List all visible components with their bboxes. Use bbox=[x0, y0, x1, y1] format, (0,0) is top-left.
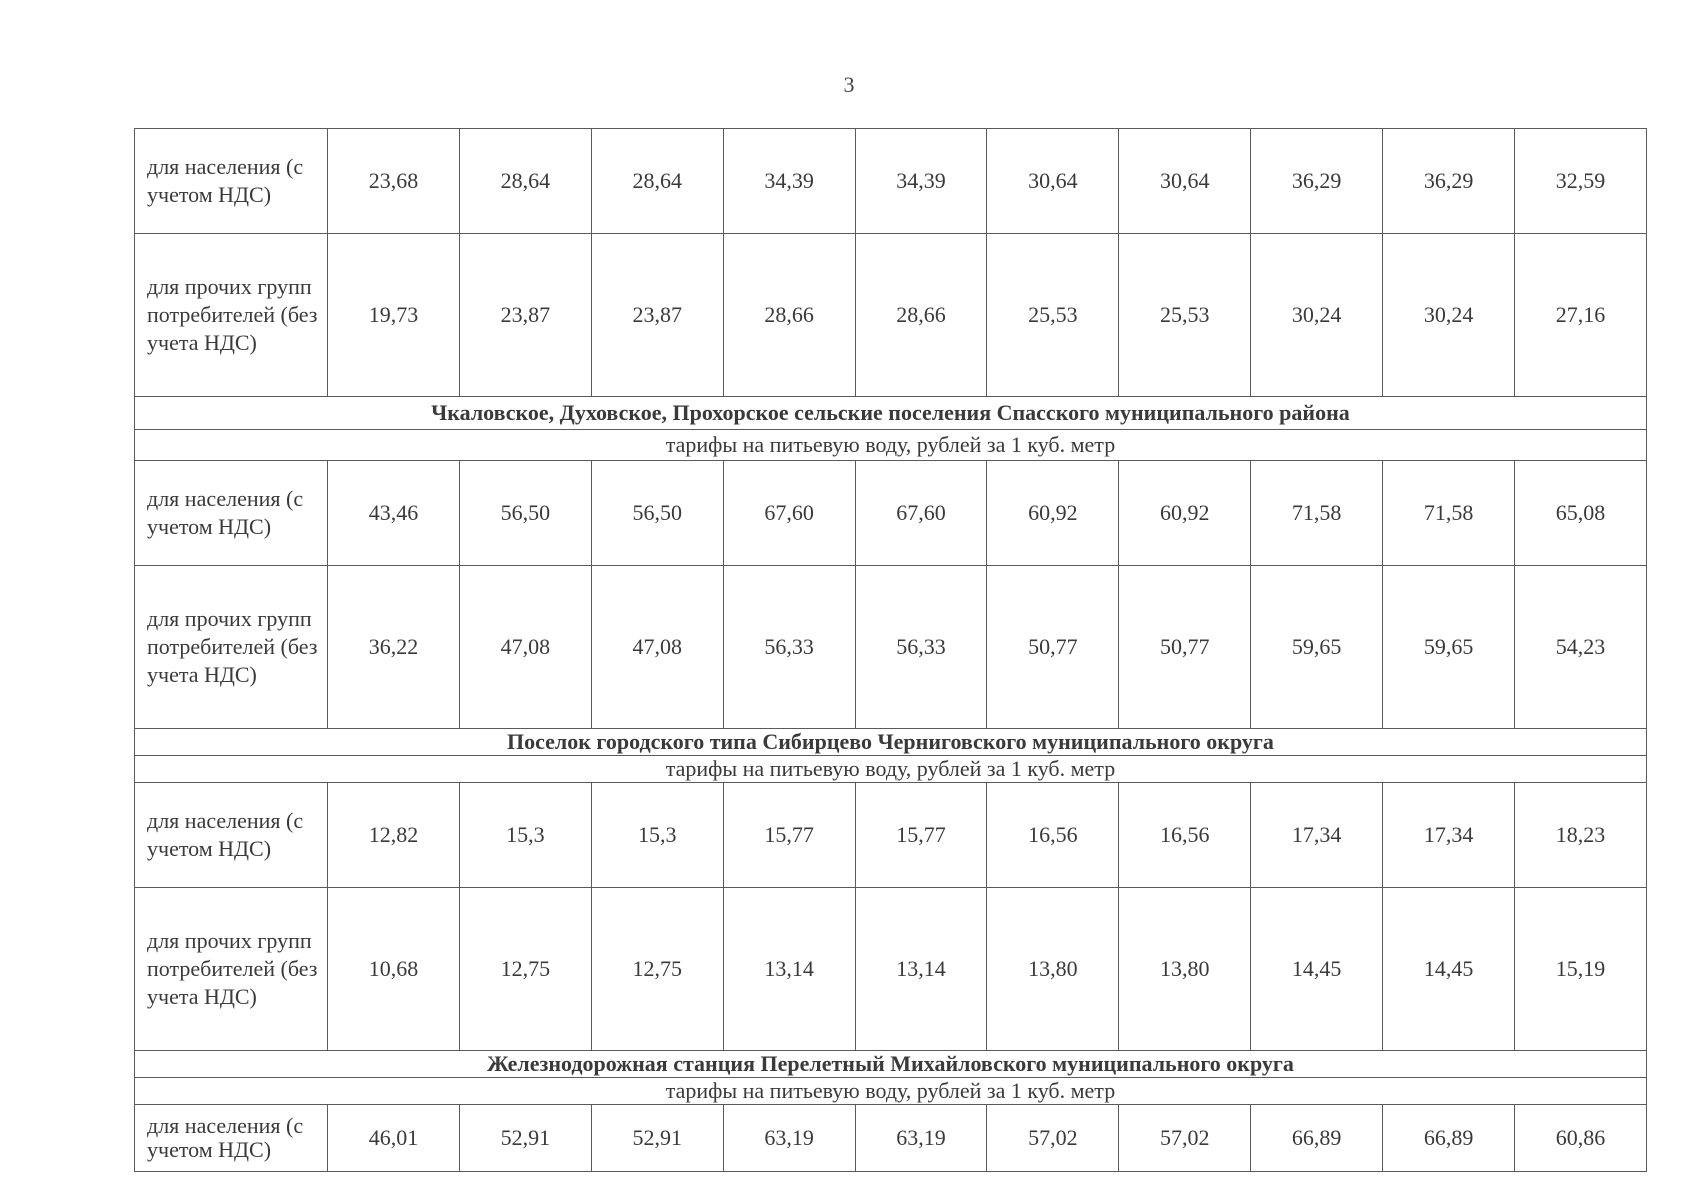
tariff-value-cell: 60,86 bbox=[1515, 1105, 1647, 1172]
tariff-value-cell: 15,77 bbox=[855, 783, 987, 888]
tariff-value-cell: 12,75 bbox=[459, 888, 591, 1051]
tariff-value-cell: 13,14 bbox=[723, 888, 855, 1051]
table-row bbox=[135, 234, 1647, 397]
section-subtitle-row bbox=[135, 430, 1647, 461]
row-label: для населения (с учетом НДС) bbox=[135, 129, 328, 234]
tariff-value-cell: 30,64 bbox=[1119, 129, 1251, 234]
table-row bbox=[135, 888, 1647, 1051]
section-title-row bbox=[135, 397, 1647, 430]
row-label: для прочих групп потребителей (без учета НДС) bbox=[135, 566, 328, 729]
tariff-value-cell: 13,14 bbox=[855, 888, 987, 1051]
tariff-value-cell: 56,33 bbox=[723, 566, 855, 729]
tariff-value-cell: 63,19 bbox=[855, 1105, 987, 1172]
section-title: Поселок городского типа Сибирцево Черниговского муниципального округа bbox=[135, 729, 1647, 756]
tariff-value-cell: 67,60 bbox=[723, 461, 855, 566]
tariff-value-cell: 56,33 bbox=[855, 566, 987, 729]
tariff-value-cell: 15,3 bbox=[591, 783, 723, 888]
tariff-value-cell: 54,23 bbox=[1515, 566, 1647, 729]
tariff-value-cell: 56,50 bbox=[459, 461, 591, 566]
tariff-value-cell: 14,45 bbox=[1251, 888, 1383, 1051]
tariff-value-cell: 16,56 bbox=[987, 783, 1119, 888]
tariff-value-cell: 34,39 bbox=[723, 129, 855, 234]
tariff-value-cell: 15,77 bbox=[723, 783, 855, 888]
tariff-value-cell: 18,23 bbox=[1515, 783, 1647, 888]
tariff-value-cell: 66,89 bbox=[1251, 1105, 1383, 1172]
table-row bbox=[135, 783, 1647, 888]
row-label: для населения (с учетом НДС) bbox=[135, 461, 328, 566]
tariff-value-cell: 16,56 bbox=[1119, 783, 1251, 888]
tariff-value-cell: 15,3 bbox=[459, 783, 591, 888]
tariff-value-cell: 56,50 bbox=[591, 461, 723, 566]
tariff-value-cell: 19,73 bbox=[328, 234, 460, 397]
row-label: для прочих групп потребителей (без учета НДС) bbox=[135, 234, 328, 397]
tariff-value-cell: 25,53 bbox=[1119, 234, 1251, 397]
tariff-value-cell: 63,19 bbox=[723, 1105, 855, 1172]
tariff-value-cell: 34,39 bbox=[855, 129, 987, 234]
section-title-row bbox=[135, 1051, 1647, 1078]
tariff-value-cell: 23,68 bbox=[328, 129, 460, 234]
tariff-value-cell: 59,65 bbox=[1251, 566, 1383, 729]
tariff-value-cell: 59,65 bbox=[1383, 566, 1515, 729]
tariff-value-cell: 30,64 bbox=[987, 129, 1119, 234]
tariff-value-cell: 60,92 bbox=[987, 461, 1119, 566]
table-row bbox=[135, 1105, 1647, 1172]
tariff-value-cell: 47,08 bbox=[459, 566, 591, 729]
section-title: Чкаловское, Духовское, Прохорское сельские поселения Спасского муниципального района bbox=[135, 397, 1647, 430]
tariff-value-cell: 28,66 bbox=[855, 234, 987, 397]
section-subtitle: тарифы на питьевую воду, рублей за 1 куб. метр bbox=[135, 1078, 1647, 1105]
tariff-value-cell: 13,80 bbox=[1119, 888, 1251, 1051]
tariff-value-cell: 30,24 bbox=[1383, 234, 1515, 397]
tariff-value-cell: 66,89 bbox=[1383, 1105, 1515, 1172]
tariff-value-cell: 12,82 bbox=[328, 783, 460, 888]
tariff-value-cell: 46,01 bbox=[328, 1105, 460, 1172]
section-title-row bbox=[135, 729, 1647, 756]
tariff-value-cell: 28,64 bbox=[459, 129, 591, 234]
table-row bbox=[135, 461, 1647, 566]
tariff-value-cell: 25,53 bbox=[987, 234, 1119, 397]
tariff-value-cell: 28,64 bbox=[591, 129, 723, 234]
tariff-value-cell: 10,68 bbox=[328, 888, 460, 1051]
tariff-table bbox=[134, 128, 1647, 1172]
table-row bbox=[135, 566, 1647, 729]
section-subtitle: тарифы на питьевую воду, рублей за 1 куб. метр bbox=[135, 756, 1647, 783]
tariff-value-cell: 12,75 bbox=[591, 888, 723, 1051]
tariff-value-cell: 30,24 bbox=[1251, 234, 1383, 397]
section-subtitle-row bbox=[135, 756, 1647, 783]
tariff-value-cell: 23,87 bbox=[459, 234, 591, 397]
tariff-value-cell: 50,77 bbox=[1119, 566, 1251, 729]
tariff-value-cell: 67,60 bbox=[855, 461, 987, 566]
table-row bbox=[135, 129, 1647, 234]
tariff-value-cell: 14,45 bbox=[1383, 888, 1515, 1051]
tariff-value-cell: 23,87 bbox=[591, 234, 723, 397]
tariff-value-cell: 13,80 bbox=[987, 888, 1119, 1051]
tariff-value-cell: 17,34 bbox=[1251, 783, 1383, 888]
tariff-value-cell: 50,77 bbox=[987, 566, 1119, 729]
tariff-value-cell: 32,59 bbox=[1515, 129, 1647, 234]
tariff-value-cell: 17,34 bbox=[1383, 783, 1515, 888]
section-subtitle-row bbox=[135, 1078, 1647, 1105]
tariff-value-cell: 57,02 bbox=[987, 1105, 1119, 1172]
tariff-value-cell: 65,08 bbox=[1515, 461, 1647, 566]
tariff-value-cell: 57,02 bbox=[1119, 1105, 1251, 1172]
tariff-value-cell: 36,29 bbox=[1383, 129, 1515, 234]
tariff-value-cell: 47,08 bbox=[591, 566, 723, 729]
row-label: для населения (с учетом НДС) bbox=[135, 1105, 328, 1172]
page-number: 3 bbox=[843, 72, 855, 97]
tariff-value-cell: 52,91 bbox=[459, 1105, 591, 1172]
tariff-value-cell: 27,16 bbox=[1515, 234, 1647, 397]
tariff-value-cell: 43,46 bbox=[328, 461, 460, 566]
tariff-value-cell: 15,19 bbox=[1515, 888, 1647, 1051]
tariff-value-cell: 36,29 bbox=[1251, 129, 1383, 234]
tariff-value-cell: 52,91 bbox=[591, 1105, 723, 1172]
section-title: Железнодорожная станция Перелетный Михайловского муниципального округа bbox=[135, 1051, 1647, 1078]
tariff-value-cell: 28,66 bbox=[723, 234, 855, 397]
row-label: для населения (с учетом НДС) bbox=[135, 783, 328, 888]
tariff-value-cell: 60,92 bbox=[1119, 461, 1251, 566]
tariff-value-cell: 71,58 bbox=[1251, 461, 1383, 566]
row-label: для прочих групп потребителей (без учета НДС) bbox=[135, 888, 328, 1051]
section-subtitle: тарифы на питьевую воду, рублей за 1 куб. метр bbox=[135, 430, 1647, 461]
tariff-value-cell: 71,58 bbox=[1383, 461, 1515, 566]
tariff-value-cell: 36,22 bbox=[328, 566, 460, 729]
